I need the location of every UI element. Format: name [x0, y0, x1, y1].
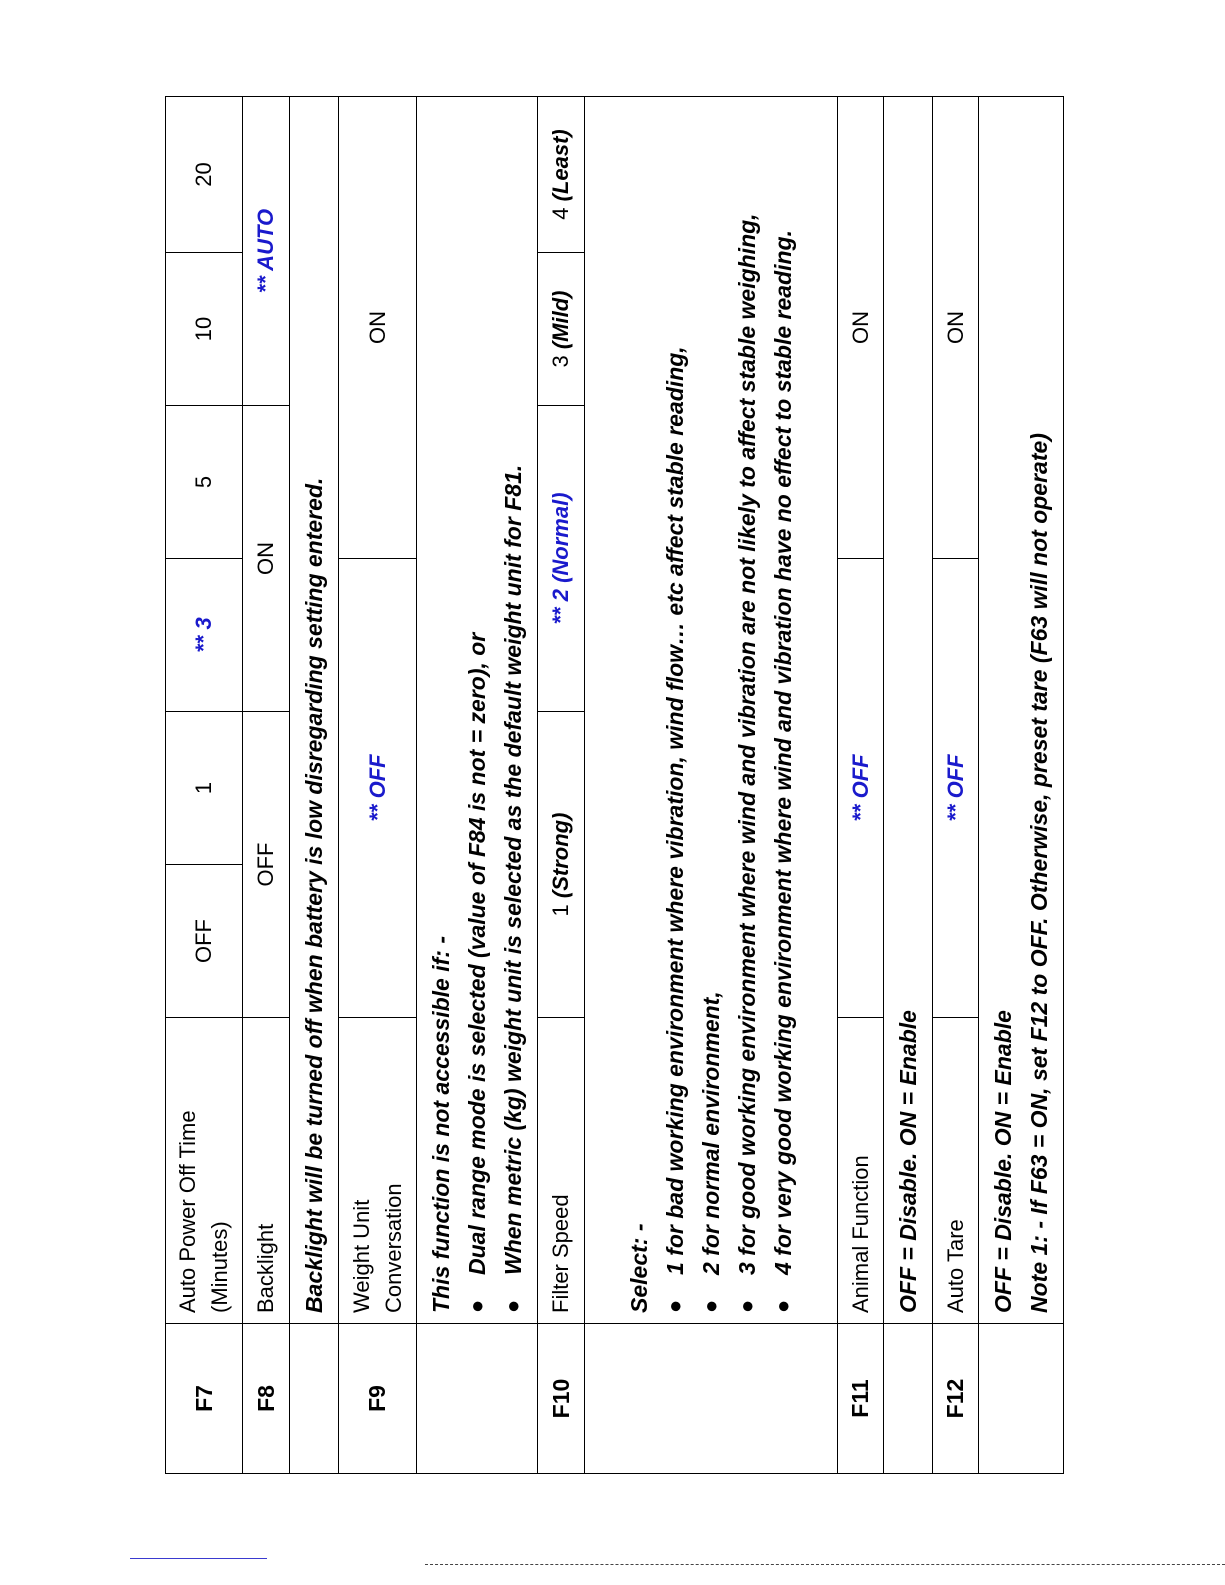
code-f7: F7	[166, 1324, 243, 1474]
f12-option-off-default: ** OFF	[933, 559, 979, 1018]
page-footer-rule	[0, 1558, 1225, 1585]
f9-note-item: ● When metric (kg) weight unit is selected as the default weight unit for F81.	[495, 107, 531, 1313]
f12-note	[979, 97, 1064, 1324]
row-f12	[933, 97, 979, 1474]
f7-option-off: OFF	[166, 865, 243, 1018]
name-f12: Auto Tare	[933, 1018, 979, 1324]
row-f11-note	[884, 97, 933, 1474]
f10-note	[585, 97, 838, 1324]
row-f10	[538, 97, 585, 1474]
code-f8: F8	[243, 1324, 290, 1474]
f9-option-on: ON	[339, 97, 417, 559]
name-f8: Backlight	[243, 1018, 290, 1324]
f10-note-item: ● 4 for very good working environment where wind and vibration have no effect to stable reading.	[765, 107, 801, 1313]
name-f10: Filter Speed	[538, 1018, 585, 1324]
rotated-table-container	[165, 97, 1052, 1474]
f9-option-off-default: ** OFF	[339, 559, 417, 1018]
row-f12-note	[979, 97, 1064, 1474]
row-f8-note	[290, 97, 339, 1474]
f8-option-auto-default: ** AUTO	[243, 97, 290, 406]
row-f10-note	[585, 97, 838, 1474]
f10-note-item: ● 1 for bad working environment where vibration, wind flow… etc affect stable reading,	[657, 107, 693, 1313]
code-f9: F9	[339, 1324, 417, 1474]
name-f9: Weight Unit Conversation	[339, 1018, 417, 1324]
row-f7	[166, 97, 243, 1474]
f11-option-off-default: ** OFF	[838, 559, 884, 1018]
f8-note: Backlight will be turned off when battery is low disregarding setting entered.	[290, 97, 339, 1324]
f7-option-3-default: ** 3	[166, 559, 243, 712]
row-f8	[243, 97, 290, 1474]
settings-table-page	[165, 97, 1052, 1474]
code-f10: F10	[538, 1324, 585, 1474]
f7-option-10: 10	[166, 253, 243, 406]
f12-note-line2: Note 1: - If F63 = ON, set F12 to OFF. Otherwise, preset tare (F63 will not operate)	[1026, 433, 1052, 1313]
f10-option-1: 1 (Strong)	[538, 712, 585, 1018]
f10-option-2-default: ** 2 (Normal)	[538, 406, 585, 712]
f9-note	[417, 97, 538, 1324]
f10-note-list	[657, 107, 801, 1313]
row-f9	[339, 97, 417, 1474]
f9-note-list	[459, 107, 531, 1313]
f12-option-on: ON	[933, 97, 979, 559]
f10-note-item: ● 3 for good working environment where wind and vibration are not likely to affect stable weighing,	[729, 107, 765, 1313]
f8-option-on: ON	[243, 406, 290, 712]
f11-note: OFF = Disable. ON = Enable	[884, 97, 933, 1324]
function-settings-table	[165, 96, 1064, 1474]
name-f7: Auto Power Off Time (Minutes)	[166, 1018, 243, 1324]
f10-option-3: 3 (Mild)	[538, 253, 585, 406]
f7-option-5: 5	[166, 406, 243, 559]
f7-option-20: 20	[166, 97, 243, 253]
footer-dashed-rule	[425, 1564, 1225, 1565]
f9-note-item: ● Dual range mode is selected (value of F84 is not = zero), or	[459, 107, 495, 1313]
f10-note-item: ● 2 for normal environment,	[693, 107, 729, 1313]
name-f11: Animal Function	[838, 1018, 884, 1324]
footer-link-underline	[130, 1558, 267, 1559]
f8-option-off: OFF	[243, 712, 290, 1018]
f9-note-title: This function is not accessible if: -	[428, 936, 454, 1313]
code-f11: F11	[838, 1324, 884, 1474]
f11-option-on: ON	[838, 97, 884, 559]
code-f12: F12	[933, 1324, 979, 1474]
row-f11	[838, 97, 884, 1474]
f7-option-1: 1	[166, 712, 243, 865]
f10-note-title: Select: -	[626, 1223, 652, 1313]
row-f9-note	[417, 97, 538, 1474]
f12-note-line1: OFF = Disable. ON = Enable	[990, 1010, 1016, 1313]
f10-option-4: 4 (Least)	[538, 97, 585, 253]
